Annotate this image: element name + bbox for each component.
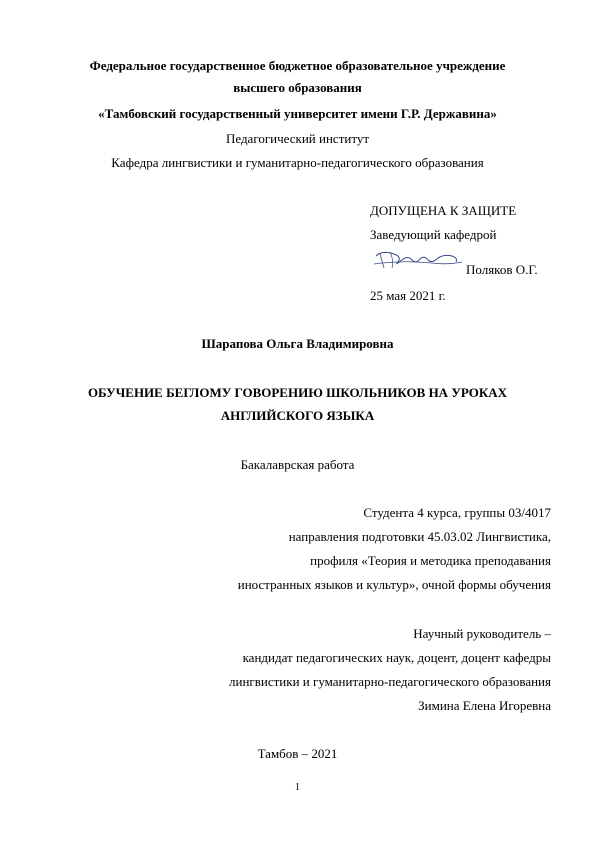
approval-date: 25 мая 2021 г. — [370, 288, 446, 303]
supervisor-line-3: лингвистики и гуманитарно-педагогического образования — [229, 674, 551, 689]
student-info-line-4: иностранных языков и культур», очной формы обучения — [237, 577, 551, 592]
supervisor-line-1: Научный руководитель – — [413, 626, 551, 641]
approval-head-name: Поляков О.Г. — [466, 262, 538, 277]
thesis-title-line-1: ОБУЧЕНИЕ БЕГЛОМУ ГОВОРЕНИЮ ШКОЛЬНИКОВ НА УРОКАХ — [87, 385, 508, 400]
header-line-2: высшего образования — [233, 80, 362, 95]
student-info-line-3: профиля «Теория и методика преподавания — [310, 553, 551, 568]
signature-image — [372, 246, 464, 274]
work-type: Бакалаврская работа — [240, 457, 355, 472]
student-info-line-1: Студента 4 курса, группы 03/4017 — [363, 505, 551, 520]
approval-role: Заведующий кафедрой — [370, 227, 497, 242]
header-university: «Тамбовский государственный университет имени Г.Р. Державина» — [98, 106, 497, 121]
header-line-1: Федеральное государственное бюджетное образовательное учреждение — [89, 58, 506, 73]
header-department: Кафедра лингвистики и гуманитарно-педагогического образования — [111, 155, 484, 170]
header-institute: Педагогический институт — [225, 131, 370, 146]
approval-status: ДОПУЩЕНА К ЗАЩИТЕ — [370, 203, 517, 218]
supervisor-line-2: кандидат педагогических наук, доцент, доцент кафедры — [242, 650, 551, 665]
page-number: 1 — [295, 782, 300, 793]
student-info-line-2: направления подготовки 45.03.02 Лингвистика, — [288, 529, 551, 544]
thesis-title-line-2: АНГЛИЙСКОГО ЯЗЫКА — [220, 408, 375, 423]
supervisor-name: Зимина Елена Игоревна — [418, 698, 551, 713]
author-name: Шарапова Ольга Владимировна — [201, 336, 394, 351]
city-year: Тамбов – 2021 — [257, 746, 338, 761]
